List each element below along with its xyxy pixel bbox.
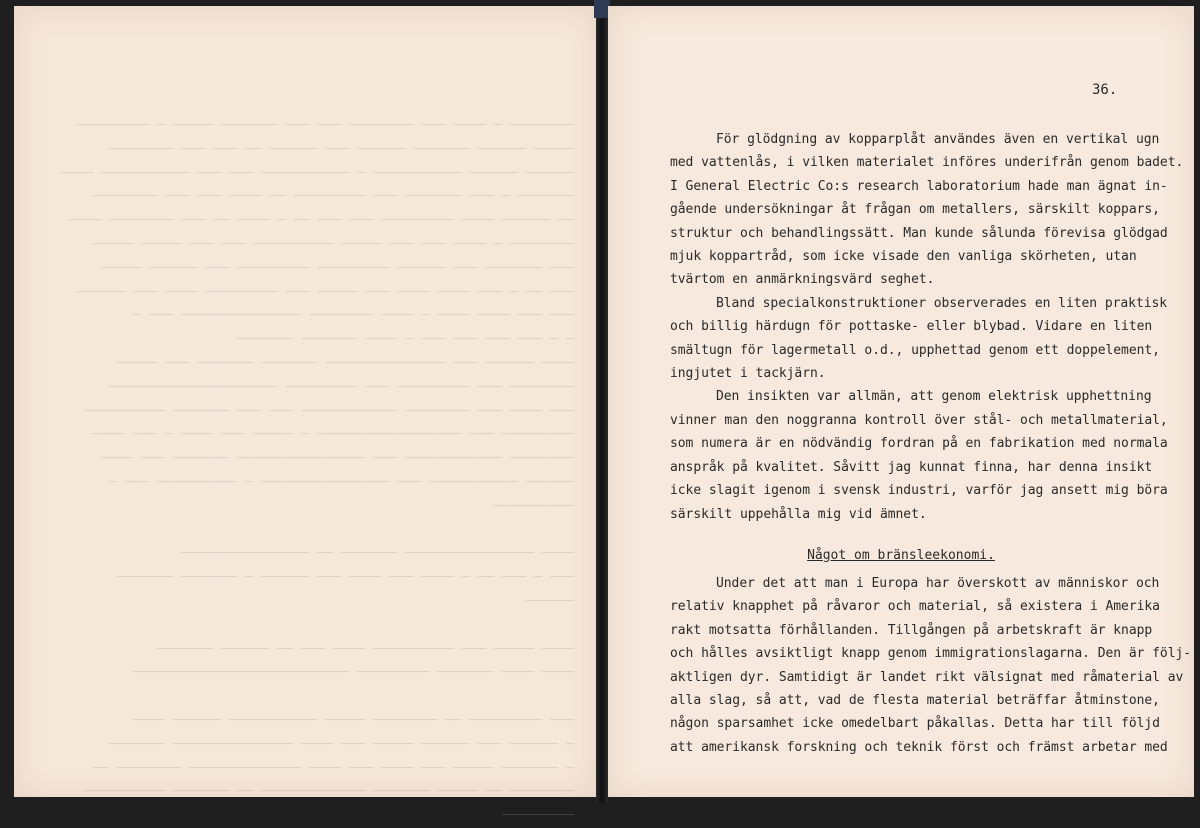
text-line: I General Electric Co:s research laboratorium hade man ägnat in- xyxy=(670,178,1168,194)
text-line: särskilt uppehålla mig vid ämnet. xyxy=(670,506,927,522)
text-line: Den insikten var allmän, att genom elektrisk upphettning xyxy=(716,389,1152,405)
page-number: 36. xyxy=(1092,82,1118,98)
text-line: mjuk koppartråd, som icke visade den vanliga skörheten, utan xyxy=(670,249,1137,265)
page-text xyxy=(670,128,1192,759)
text-line: För glödgning av kopparplåt användes även en vertikal ugn xyxy=(716,132,1160,147)
text-line: vinner man den noggranna kontroll över stål- och metallmaterial, xyxy=(670,412,1168,428)
text-line: relativ knapphet på råvaror och material, så existera i Amerika xyxy=(670,599,1160,615)
text-line: rakt motsatta förhållanden. Tillgången på arbetskraft är knapp xyxy=(670,622,1153,638)
text-line: struktur och behandlingssätt. Man kunde sålunda förevisa glödgad xyxy=(670,225,1168,241)
book-gutter xyxy=(596,0,608,803)
text-line: som numera är en nödvändig fordran på en fabrikation med normala xyxy=(670,436,1168,452)
text-line: att amerikansk forskning och teknik först och främst arbetar med xyxy=(670,739,1168,755)
right-page xyxy=(608,6,1194,797)
text-line: aktligen dyr. Samtidigt är landet rikt välsignat med råmaterial av xyxy=(670,669,1184,685)
text-line: någon sparsamhet icke omedelbart påkallas. Detta har till följd xyxy=(670,716,1160,732)
text-line: alla slag, så att, vad de flesta material beträffar åtminstone, xyxy=(670,692,1160,708)
text-line: icke slagit igenom i svensk industri, varför jag ansett mig böra xyxy=(670,483,1168,499)
text-line: med vattenlås, i vilken materialet införes underifrån genom badet. xyxy=(670,155,1184,171)
text-line: tvärtom en anmärkningsvärd seghet. xyxy=(670,272,935,288)
text-line: gående undersökningar åt frågan om metallers, särskilt koppars, xyxy=(670,202,1160,218)
text-line: och hålles avsiktligt knapp genom immigrationslagarna. Den är följ- xyxy=(670,646,1192,662)
text-line: Bland specialkonstruktioner observerades en liten praktisk xyxy=(716,295,1168,311)
text-line: Under det att man i Europa har överskott av människor och xyxy=(716,575,1160,591)
text-line: anspråk på kvalitet. Såvitt jag kunnat finna, har denna insikt xyxy=(670,459,1153,475)
left-page xyxy=(14,6,596,824)
text-line: och billig härdugn för pottaske- eller blybad. Vidare en liten xyxy=(670,319,1153,335)
text-line: smältugn för lagermetall o.d., upphettad genom ett doppelement, xyxy=(670,342,1160,358)
text-line: ingjutet i tackjärn. xyxy=(670,366,826,382)
section-heading: Något om bränsleekonomi. xyxy=(807,547,995,563)
show-through-text: ──────── ─ ──── ─── ──────── ─── ─── ─────── ───── ─ ───────── ───── ────── ─────── ────── ─── ────── ── ─── ─── ──────── ────── ────── ─────────── ─ ─────────── ─── ─── ─────────── ──── ─────── ─ ─── ─────── ─── ───────── ── ──── ─── ─── ──────── ── ────── ──── ───────── ─── ─── ── ─ ──── ── ─── ──────── ──── ──────── ─ ──── ─── ─── ───── ────────── ─── ─── ───── ───── ─── ─────── ─── ────── ───────── ───────── ─── ────── ───── ─── ── ─ ─── ──── ──── ─── ───── ─── ───────── ──── ─── ────── ─── ─── ──── ──── ─ ──── ──────── ─────────────── ─── ─ ─ ─ ─── ─── ─── ─── ─ ──── ─────── ─────── ──── ────── ─── ─────────────── ─────── ─────── ─── ───── ──────── ─── ───────── ─── ───────── ───────────────────── ─── ──── ─── ──────── ──────────── ─── ─── ─────── ────────── ───────── ─── ────────────────── ─ ───── ─── ──── ─ ─── ──── ──────── ──────────── ─── ──────────────── ─────── ─── ──── ────── ─────────── ─── ──────────────── ─ ────────── ─── ─ ────────── ──── ──────────────── ─────── ── ──────────────── ─── ─ ─── ── ─ ──── ─── ──── ─── ────── ─ ─────── ─────── ────── ──── ───── ─── ────────── ──── ─── ── ────── ─────── ──── ──── ─────── ───────── ─────────────────────────── ─── ───────── ── ──────── ───── ─────────── ────── ──── ─ ────── ─── ────── ───── ─── ──── ─────────────── ─────── ─ ─────── ───── ─── ──── ─── ──── ────────────── ──────── ── ──────── ── ───── ─────── ───────────── ── ─────── ────────── ───────── xyxy=(60,118,574,824)
